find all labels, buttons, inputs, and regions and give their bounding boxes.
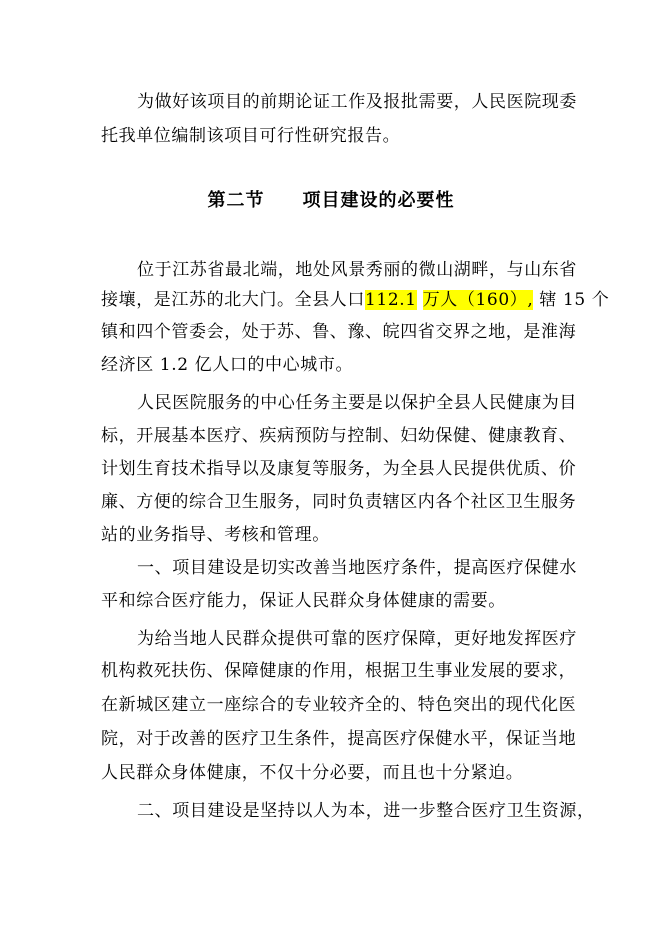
location-line-4: 经济区 1.2 亿人口的中心城市。: [101, 355, 354, 375]
point-one-line-1: 一、项目建设是切实改善当地医疗条件，提高医疗保健水: [137, 558, 577, 578]
need-line-5: 人民群众身体健康，不仅十分必要，而且也十分紧迫。: [101, 763, 524, 783]
point-one-line-2: 平和综合医疗能力，保证人民群众身体健康的需要。: [101, 591, 506, 611]
point-two-line-1: 二、项目建设是坚持以人为本，进一步整合医疗卫生资源，: [137, 801, 595, 821]
intro-line-2: 托我单位编制该项目可行性研究报告。: [101, 126, 401, 146]
need-line-3: 在新城区建立一座综合的专业较齐全的、特色突出的现代化医: [101, 695, 577, 715]
hospital-line-3: 计划生育技术指导以及康复等服务，为全县人民提供优质、价: [101, 459, 577, 479]
location-line-3: 镇和四个管委会，处于苏、鲁、豫、皖四省交界之地，是淮海: [101, 322, 577, 342]
section-title: 项目建设的必要性: [302, 190, 455, 211]
section-number: 第二节: [207, 190, 265, 211]
intro-line-1: 为做好该项目的前期论证工作及报批需要，人民医院现委: [137, 92, 577, 112]
hospital-line-2: 标，开展基本医疗、疾病预防与控制、妇幼保健、健康教育、: [101, 426, 577, 446]
hospital-line-4: 廉、方便的综合卫生服务，同时负责辖区内各个社区卫生服务: [101, 492, 577, 512]
location-line-1: 位于江苏省最北端，地处风景秀丽的微山湖畔，与山东省: [137, 260, 577, 280]
hospital-line-1: 人民医院服务的中心任务主要是以保护全县人民健康为目: [137, 393, 577, 413]
need-line-4: 院，对于改善的医疗卫生条件，提高医疗保健水平，保证当地: [101, 729, 577, 749]
location-line-2-before: 接壤，是江苏的北大门。全县人口: [101, 290, 365, 310]
need-line-2: 机构救死扶伤、保障健康的作用，根据卫生事业发展的要求，: [101, 661, 577, 681]
hospital-line-5: 站的业务指导、考核和管理。: [101, 525, 330, 545]
population-unit-highlight: 万人（160）,: [422, 290, 534, 310]
location-line-2: [101, 289, 610, 311]
location-line-2-after: 辖 15 个: [533, 290, 610, 310]
population-highlight: 112.1: [365, 290, 417, 310]
section-heading: [0, 189, 662, 213]
need-line-1: 为给当地人民群众提供可靠的医疗保障，更好地发挥医疗: [137, 629, 577, 649]
